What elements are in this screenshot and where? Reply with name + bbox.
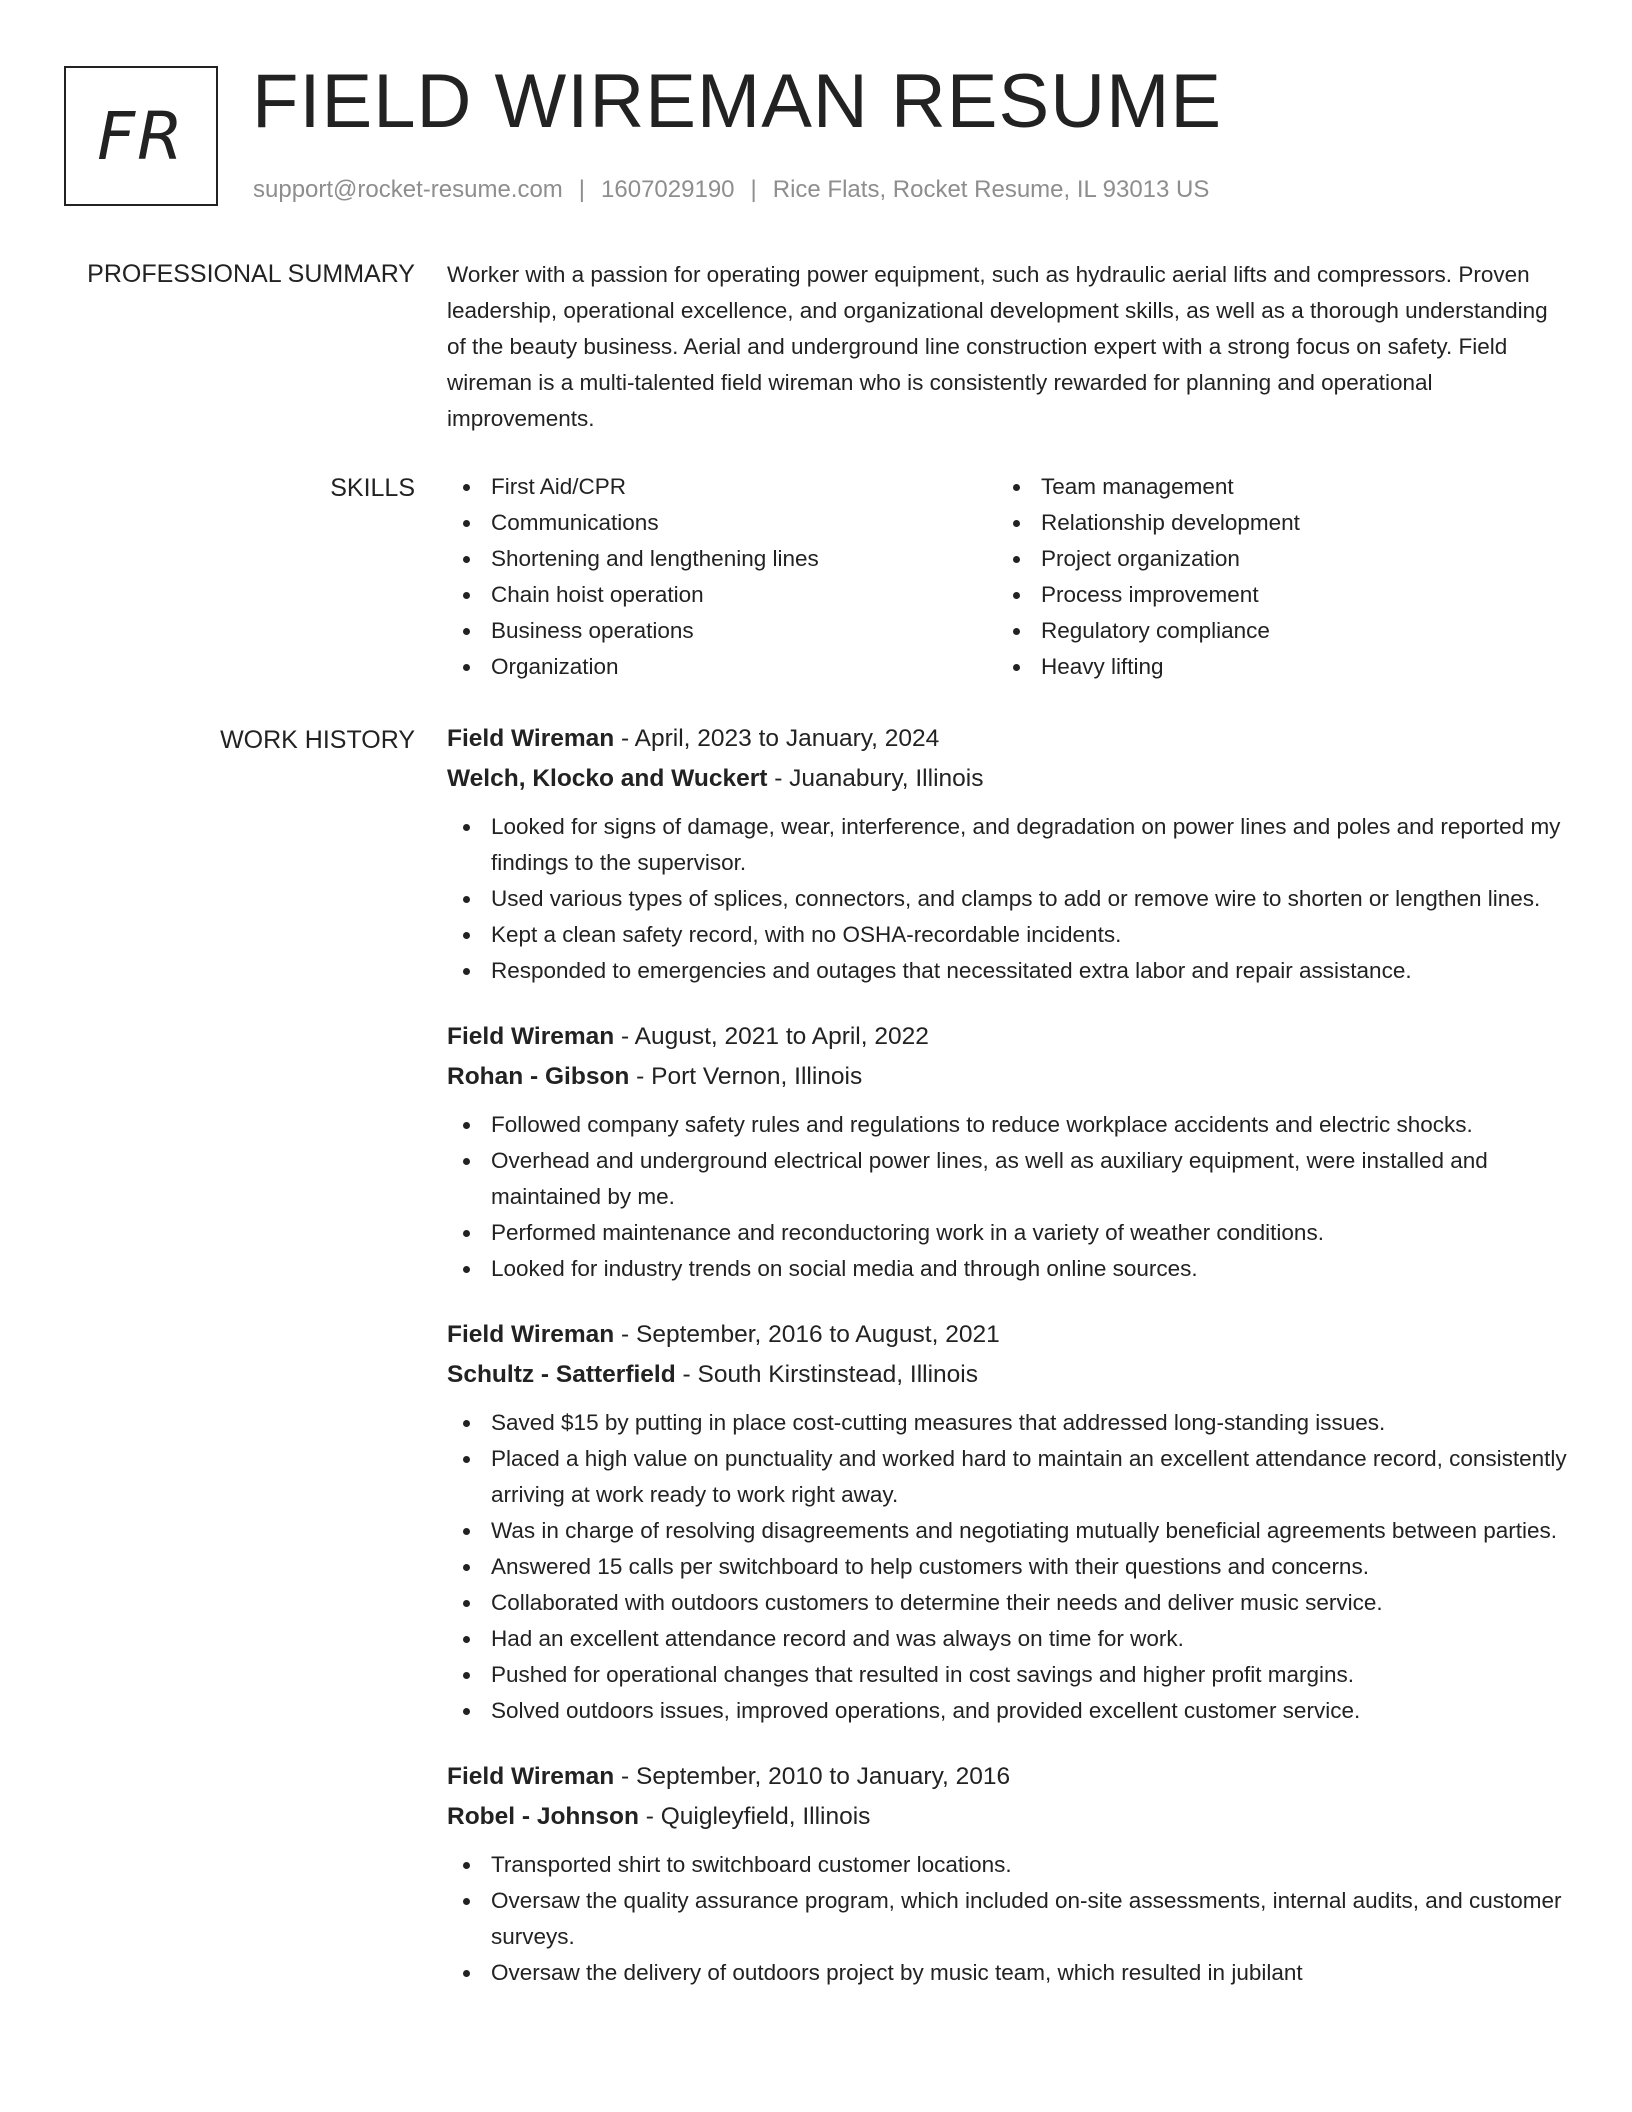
- resume-title: FIELD WIREMAN RESUME: [252, 59, 1223, 144]
- monogram-badge: [64, 66, 218, 206]
- job-location: - Juanabury, Illinois: [767, 765, 984, 792]
- contact-separator: |: [750, 176, 757, 203]
- job-bullet: Solved outdoors issues, improved operations, and provided excellent customer service.: [447, 1693, 1567, 1729]
- skill-item: Communications: [447, 505, 997, 541]
- skill-item: Relationship development: [997, 505, 1547, 541]
- skill-item: Organization: [447, 649, 997, 685]
- skills-columns: [447, 469, 1567, 685]
- skill-item: Project organization: [997, 541, 1547, 577]
- job-dates: - September, 2010 to January, 2016: [614, 1763, 1011, 1790]
- work-history-heading: WORK HISTORY: [220, 726, 415, 754]
- job-bullets: [447, 1107, 1567, 1287]
- job-bullet: Followed company safety rules and regulations to reduce workplace accidents and electric shocks.: [447, 1107, 1567, 1143]
- skills-body: [447, 469, 1567, 685]
- job-bullet: Looked for industry trends on social media and through online sources.: [447, 1251, 1567, 1287]
- skill-item: Heavy lifting: [997, 649, 1547, 685]
- job-bullets: [447, 1405, 1567, 1729]
- job-title-line: [447, 1315, 1567, 1355]
- contact-separator: |: [578, 176, 586, 203]
- job-bullet: Used various types of splices, connectors, and clamps to add or remove wire to shorten or lengthen lines.: [447, 881, 1567, 917]
- job-bullet: Was in charge of resolving disagreements and negotiating mutually beneficial agreements between parties.: [447, 1513, 1567, 1549]
- job-bullet: Transported shirt to switchboard customer locations.: [447, 1847, 1567, 1883]
- job-company: Welch, Klocko and Wuckert: [447, 765, 768, 792]
- skills-heading: SKILLS: [330, 474, 415, 502]
- job-bullet: Responded to emergencies and outages that necessitated extra labor and repair assistance.: [447, 953, 1567, 989]
- job-entry: [447, 1757, 1567, 1991]
- job-title: Field Wireman: [447, 1023, 615, 1050]
- contact-line: [253, 174, 1209, 206]
- contact-email: support@rocket-resume.com: [253, 176, 563, 203]
- job-location: - Quigleyfield, Illinois: [638, 1803, 871, 1830]
- job-bullet: Performed maintenance and reconductoring work in a variety of weather conditions.: [447, 1215, 1567, 1251]
- skill-item: Shortening and lengthening lines: [447, 541, 997, 577]
- job-dates: - August, 2021 to April, 2022: [614, 1023, 929, 1050]
- job-location: - Port Vernon, Illinois: [629, 1063, 863, 1090]
- job-bullet: Oversaw the delivery of outdoors project by music team, which resulted in jubilant: [447, 1955, 1567, 1991]
- job-company: Schultz - Satterfield: [447, 1361, 676, 1388]
- contact-address: Rice Flats, Rocket Resume, IL 93013 US: [772, 176, 1210, 203]
- job-title-line: [447, 1757, 1567, 1797]
- job-bullet: Kept a clean safety record, with no OSHA-recordable incidents.: [447, 917, 1567, 953]
- skills-list-right: [997, 469, 1547, 685]
- job-company-line: [447, 1797, 1567, 1837]
- job-title: Field Wireman: [447, 1321, 615, 1348]
- job-company: Rohan - Gibson: [447, 1063, 630, 1090]
- skill-item: Team management: [997, 469, 1547, 505]
- summary-heading: PROFESSIONAL SUMMARY: [87, 260, 415, 288]
- skill-item: First Aid/CPR: [447, 469, 997, 505]
- job-bullets: [447, 1847, 1567, 1991]
- job-dates: - April, 2023 to January, 2024: [614, 725, 940, 752]
- job-entry: [447, 1017, 1567, 1287]
- work-history-body: [447, 719, 1567, 2019]
- job-title-line: [447, 719, 1567, 759]
- job-bullet: Placed a high value on punctuality and worked hard to maintain an excellent attendance record, consistently arriving at work ready to work right away.: [447, 1441, 1567, 1513]
- job-company: Robel - Johnson: [447, 1803, 639, 1830]
- job-company-line: [447, 1057, 1567, 1097]
- job-entry: [447, 719, 1567, 989]
- skill-item: Process improvement: [997, 577, 1547, 613]
- summary-text: Worker with a passion for operating power equipment, such as hydraulic aerial lifts and compressors. Proven leadership, operational excellence, and organizational development skills, as well as a thorough understanding of the beauty business. Aerial and underground line construction expert with a strong focus on safety. Field wireman is a multi-talented field wireman who is consistently rewarded for planning and operational improvements.: [447, 262, 1548, 431]
- job-bullet: Pushed for operational changes that resulted in cost savings and higher profit margins.: [447, 1657, 1567, 1693]
- job-title: Field Wireman: [447, 1763, 615, 1790]
- skill-item: Chain hoist operation: [447, 577, 997, 613]
- job-company-line: [447, 759, 1567, 799]
- job-title-line: [447, 1017, 1567, 1057]
- job-dates: - September, 2016 to August, 2021: [614, 1321, 1000, 1348]
- job-bullets: [447, 809, 1567, 989]
- job-bullet: Overhead and underground electrical power lines, as well as auxiliary equipment, were installed and maintained by me.: [447, 1143, 1567, 1215]
- summary-body: [447, 257, 1567, 437]
- job-company-line: [447, 1355, 1567, 1395]
- job-bullet: Collaborated with outdoors customers to determine their needs and deliver music service.: [447, 1585, 1567, 1621]
- job-bullet: Answered 15 calls per switchboard to help customers with their questions and concerns.: [447, 1549, 1567, 1585]
- monogram-text: FR: [97, 97, 185, 175]
- skill-item: Regulatory compliance: [997, 613, 1547, 649]
- contact-phone: 1607029190: [601, 176, 735, 203]
- job-bullet: Saved $15 by putting in place cost-cutting measures that addressed long-standing issues.: [447, 1405, 1567, 1441]
- job-bullet: Looked for signs of damage, wear, interference, and degradation on power lines and poles and reported my findings to the supervisor.: [447, 809, 1567, 881]
- job-title: Field Wireman: [447, 725, 615, 752]
- job-entry: [447, 1315, 1567, 1729]
- skills-list-left: [447, 469, 997, 685]
- skill-item: Business operations: [447, 613, 997, 649]
- job-location: - South Kirstinstead, Illinois: [675, 1361, 979, 1388]
- job-bullet: Had an excellent attendance record and was always on time for work.: [447, 1621, 1567, 1657]
- job-bullet: Oversaw the quality assurance program, which included on-site assessments, internal audits, and customer surveys.: [447, 1883, 1567, 1955]
